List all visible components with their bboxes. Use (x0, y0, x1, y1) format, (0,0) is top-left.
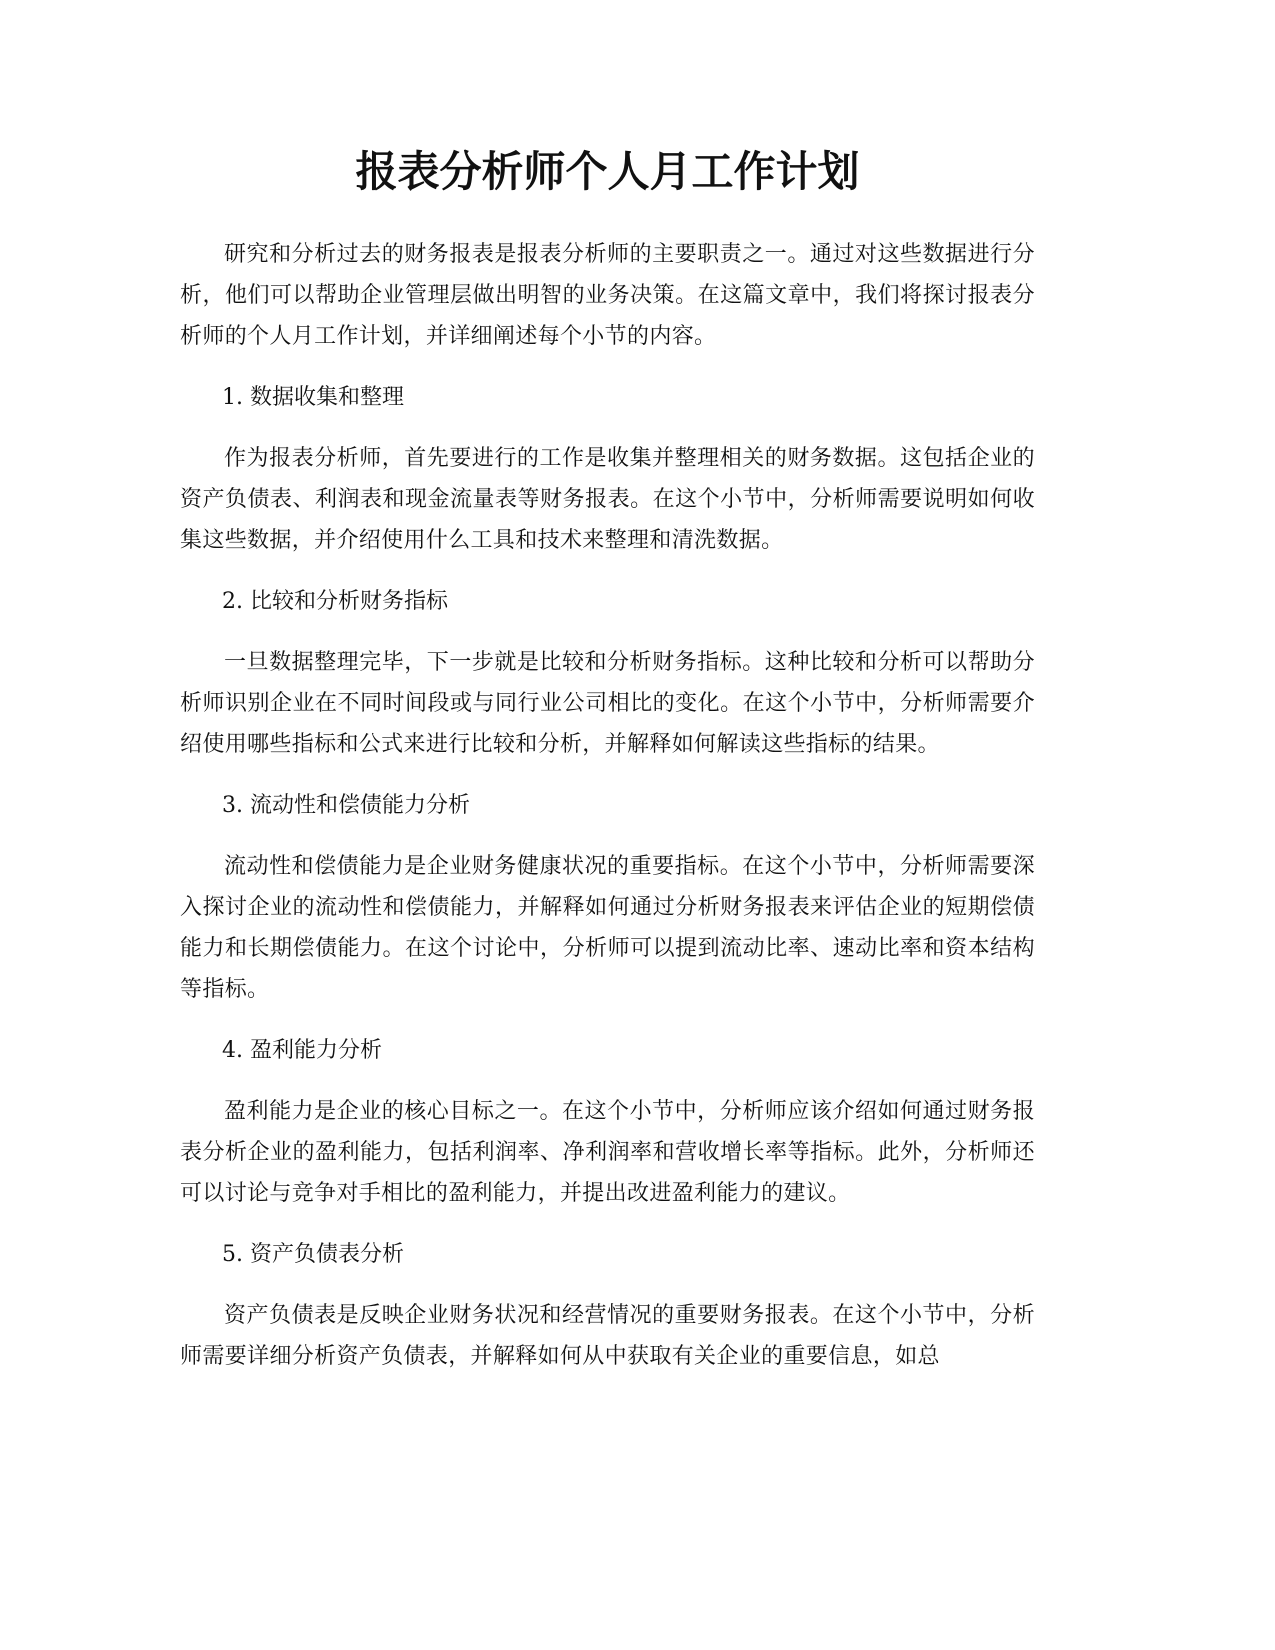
intro-paragraph: 研究和分析过去的财务报表是报表分析师的主要职责之一。通过对这些数据进行分析，他们可以帮助企业管理层做出明智的业务决策。在这篇文章中，我们将探讨报表分析师的个人月工作计划，并详细阐述每个小节的内容。 (180, 242, 1035, 349)
spacer (180, 1071, 1035, 1091)
spacer (180, 1010, 1035, 1030)
spacer (180, 418, 1035, 438)
section-heading-1: 1. 数据收集和整理 (222, 385, 404, 410)
spacer (180, 622, 1035, 642)
section-heading-2: 2. 比较和分析财务指标 (222, 589, 448, 614)
spacer (180, 1275, 1035, 1295)
section-heading-3: 3. 流动性和偿债能力分析 (222, 793, 470, 818)
section-body-2: 一旦数据整理完毕，下一步就是比较和分析财务指标。这种比较和分析可以帮助分析师识别企业在不同时间段或与同行业公司相比的变化。在这个小节中，分析师需要介绍使用哪些指标和公式来进行比较和分析，并解释如何解读这些指标的结果。 (180, 650, 1035, 757)
spacer (180, 826, 1035, 846)
document-page (180, 140, 1035, 1377)
section-heading-4: 4. 盈利能力分析 (222, 1038, 382, 1063)
section-body-5: 资产负债表是反映企业财务状况和经营情况的重要财务报表。在这个小节中，分析师需要详细分析资产负债表，并解释如何从中获取有关企业的重要信息，如总 (180, 1303, 1035, 1369)
section-body-4: 盈利能力是企业的核心目标之一。在这个小节中，分析师应该介绍如何通过财务报表分析企业的盈利能力，包括利润率、净利润率和营收增长率等指标。此外，分析师还可以讨论与竞争对手相比的盈利能力，并提出改进盈利能力的建议。 (180, 1099, 1035, 1206)
spacer (180, 204, 1035, 234)
document-title: 报表分析师个人月工作计划 (355, 147, 860, 196)
section-body-3: 流动性和偿债能力是企业财务健康状况的重要指标。在这个小节中，分析师需要深入探讨企业的流动性和偿债能力，并解释如何通过分析财务报表来评估企业的短期偿债能力和长期偿债能力。在这个讨论中，分析师可以提到流动比率、速动比率和资本结构等指标。 (180, 854, 1035, 1002)
section-heading-5: 5. 资产负债表分析 (222, 1242, 404, 1267)
spacer (180, 561, 1035, 581)
spacer (180, 765, 1035, 785)
spacer (180, 357, 1035, 377)
spacer (180, 1214, 1035, 1234)
section-body-1: 作为报表分析师，首先要进行的工作是收集并整理相关的财务数据。这包括企业的资产负债表、利润表和现金流量表等财务报表。在这个小节中，分析师需要说明如何收集这些数据，并介绍使用什么工具和技术来整理和清洗数据。 (180, 446, 1035, 553)
